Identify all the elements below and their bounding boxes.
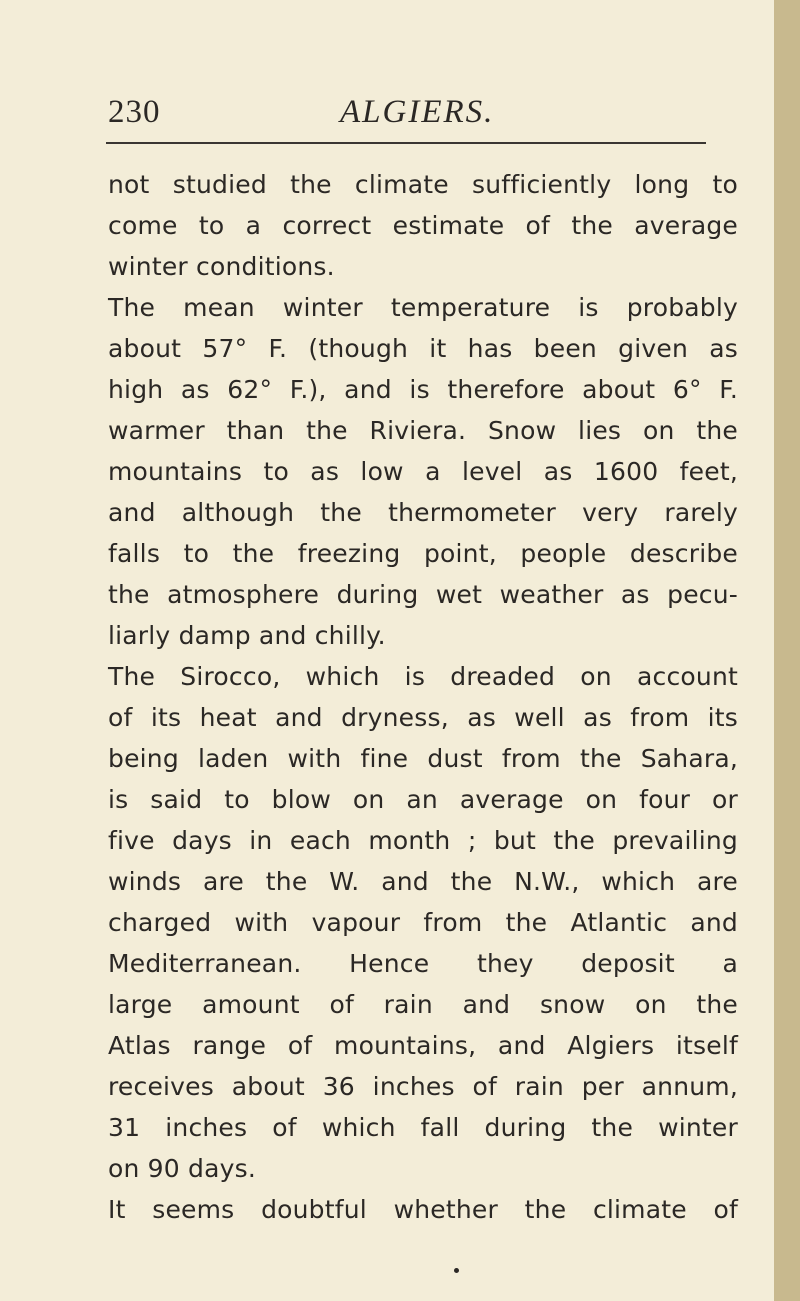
- running-title: ALGIERS.: [340, 94, 495, 130]
- text-line: and although the thermometer very rarely: [108, 498, 738, 527]
- text-line: not studied the climate sufficiently long to: [108, 170, 738, 199]
- page-edge: [774, 0, 800, 1301]
- text-line: mountains to as low a level as 1600 feet,: [108, 457, 738, 486]
- text-line: large amount of rain and snow on the: [108, 990, 738, 1019]
- text-line: 31 inches of which fall during the winter: [108, 1113, 738, 1142]
- text-line: The mean winter temperature is probably: [108, 293, 738, 322]
- text-line: being laden with fine dust from the Sahara,: [108, 744, 738, 773]
- text-line: on 90 days.: [108, 1154, 257, 1183]
- text-line: It seems doubtful whether the climate of: [108, 1195, 738, 1224]
- text-line: falls to the freezing point, people describe: [108, 539, 738, 568]
- page-number: 230: [108, 94, 161, 130]
- text-line: winds are the W. and the N.W., which are: [108, 867, 738, 896]
- text-line: The Sirocco, which is dreaded on account: [108, 662, 738, 691]
- text-line: of its heat and dryness, as well as from its: [108, 703, 738, 732]
- text-line: about 57° F. (though it has been given as: [108, 334, 738, 363]
- text-line: is said to blow on an average on four or: [108, 785, 738, 814]
- text-line: winter conditions.: [108, 252, 335, 281]
- text-line: come to a correct estimate of the average: [108, 211, 738, 240]
- text-line: warmer than the Riviera. Snow lies on the: [108, 416, 738, 445]
- text-line: Mediterranean. Hence they deposit a: [108, 949, 738, 978]
- body-text: [108, 164, 738, 1230]
- text-line: high as 62° F.), and is therefore about 6° F.: [108, 375, 738, 404]
- text-line: receives about 36 inches of rain per annum,: [108, 1072, 738, 1101]
- text-line: five days in each month ; but the prevailing: [108, 826, 738, 855]
- text-line: Atlas range of mountains, and Algiers itself: [108, 1031, 738, 1060]
- header-rule: [106, 142, 706, 144]
- text-line: liarly damp and chilly.: [108, 621, 386, 650]
- printer-mark: [454, 1268, 459, 1273]
- text-line: charged with vapour from the Atlantic and: [108, 908, 738, 937]
- text-line: the atmosphere during wet weather as pecu-: [108, 580, 738, 609]
- page-header: [108, 88, 728, 138]
